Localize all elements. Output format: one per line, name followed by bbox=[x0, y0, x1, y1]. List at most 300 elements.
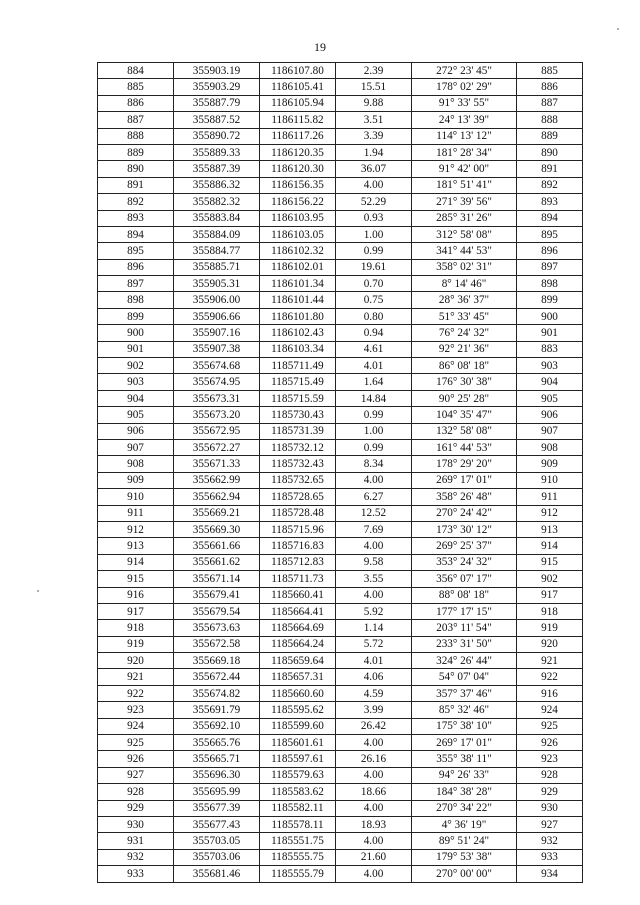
bearing-cell: 76° 24' 32" bbox=[412, 325, 517, 341]
point-number-cell: 892 bbox=[98, 194, 174, 210]
y-coordinate-cell: 1185728.65 bbox=[260, 489, 336, 505]
y-coordinate-cell: 1185601.61 bbox=[260, 735, 336, 751]
next-point-cell: 888 bbox=[517, 112, 583, 128]
point-number-cell: 918 bbox=[98, 620, 174, 636]
next-point-cell: 891 bbox=[517, 161, 583, 177]
point-number-cell: 886 bbox=[98, 95, 174, 111]
table-row bbox=[98, 128, 583, 144]
x-coordinate-cell: 355674.68 bbox=[174, 358, 260, 374]
x-coordinate-cell: 355671.14 bbox=[174, 571, 260, 587]
table-row bbox=[98, 767, 583, 783]
y-coordinate-cell: 1186107.80 bbox=[260, 63, 336, 79]
bearing-cell: 233° 31' 50" bbox=[412, 636, 517, 652]
x-coordinate-cell: 355681.46 bbox=[174, 866, 260, 882]
distance-cell: 4.06 bbox=[336, 669, 412, 685]
x-coordinate-cell: 355884.77 bbox=[174, 243, 260, 259]
x-coordinate-cell: 355907.16 bbox=[174, 325, 260, 341]
y-coordinate-cell: 1185664.24 bbox=[260, 636, 336, 652]
distance-cell: 4.00 bbox=[336, 833, 412, 849]
point-number-cell: 904 bbox=[98, 390, 174, 406]
table-row bbox=[98, 194, 583, 210]
table-row bbox=[98, 259, 583, 275]
table-row bbox=[98, 489, 583, 505]
distance-cell: 0.70 bbox=[336, 276, 412, 292]
scan-speck bbox=[617, 28, 619, 30]
distance-cell: 4.00 bbox=[336, 800, 412, 816]
next-point-cell: 887 bbox=[517, 95, 583, 111]
table-row bbox=[98, 390, 583, 406]
next-point-cell: 921 bbox=[517, 653, 583, 669]
x-coordinate-cell: 355677.39 bbox=[174, 800, 260, 816]
point-number-cell: 888 bbox=[98, 128, 174, 144]
next-point-cell: 933 bbox=[517, 849, 583, 865]
next-point-cell: 896 bbox=[517, 243, 583, 259]
point-number-cell: 897 bbox=[98, 276, 174, 292]
y-coordinate-cell: 1186120.30 bbox=[260, 161, 336, 177]
y-coordinate-cell: 1186156.22 bbox=[260, 194, 336, 210]
x-coordinate-cell: 355673.31 bbox=[174, 390, 260, 406]
point-number-cell: 933 bbox=[98, 866, 174, 882]
y-coordinate-cell: 1186102.32 bbox=[260, 243, 336, 259]
point-number-cell: 927 bbox=[98, 767, 174, 783]
table-row bbox=[98, 226, 583, 242]
point-number-cell: 932 bbox=[98, 849, 174, 865]
bearing-cell: 353° 24' 32" bbox=[412, 554, 517, 570]
bearing-cell: 54° 07' 04" bbox=[412, 669, 517, 685]
point-number-cell: 899 bbox=[98, 308, 174, 324]
table-row bbox=[98, 849, 583, 865]
x-coordinate-cell: 355692.10 bbox=[174, 718, 260, 734]
next-point-cell: 883 bbox=[517, 341, 583, 357]
x-coordinate-cell: 355887.52 bbox=[174, 112, 260, 128]
table-row bbox=[98, 571, 583, 587]
next-point-cell: 897 bbox=[517, 259, 583, 275]
distance-cell: 9.88 bbox=[336, 95, 412, 111]
y-coordinate-cell: 1186102.43 bbox=[260, 325, 336, 341]
x-coordinate-cell: 355673.63 bbox=[174, 620, 260, 636]
table-row bbox=[98, 800, 583, 816]
distance-cell: 5.72 bbox=[336, 636, 412, 652]
distance-cell: 14.84 bbox=[336, 390, 412, 406]
table-row bbox=[98, 653, 583, 669]
next-point-cell: 894 bbox=[517, 210, 583, 226]
y-coordinate-cell: 1185657.31 bbox=[260, 669, 336, 685]
bearing-cell: 85° 32' 46" bbox=[412, 702, 517, 718]
point-number-cell: 894 bbox=[98, 226, 174, 242]
y-coordinate-cell: 1185597.61 bbox=[260, 751, 336, 767]
bearing-cell: 89° 51' 24" bbox=[412, 833, 517, 849]
bearing-cell: 358° 02' 31" bbox=[412, 259, 517, 275]
table-row bbox=[98, 374, 583, 390]
x-coordinate-cell: 355906.00 bbox=[174, 292, 260, 308]
distance-cell: 3.55 bbox=[336, 571, 412, 587]
next-point-cell: 895 bbox=[517, 226, 583, 242]
next-point-cell: 902 bbox=[517, 571, 583, 587]
point-number-cell: 901 bbox=[98, 341, 174, 357]
table-row bbox=[98, 63, 583, 79]
next-point-cell: 918 bbox=[517, 603, 583, 619]
table-row bbox=[98, 407, 583, 423]
x-coordinate-cell: 355907.38 bbox=[174, 341, 260, 357]
y-coordinate-cell: 1185732.65 bbox=[260, 472, 336, 488]
point-number-cell: 931 bbox=[98, 833, 174, 849]
distance-cell: 0.99 bbox=[336, 439, 412, 455]
x-coordinate-cell: 355669.21 bbox=[174, 505, 260, 521]
distance-cell: 1.14 bbox=[336, 620, 412, 636]
bearing-cell: 269° 25' 37" bbox=[412, 538, 517, 554]
point-number-cell: 903 bbox=[98, 374, 174, 390]
x-coordinate-cell: 355672.27 bbox=[174, 439, 260, 455]
distance-cell: 18.93 bbox=[336, 816, 412, 832]
bearing-cell: 270° 00' 00" bbox=[412, 866, 517, 882]
y-coordinate-cell: 1185711.49 bbox=[260, 358, 336, 374]
point-number-cell: 920 bbox=[98, 653, 174, 669]
y-coordinate-cell: 1185728.48 bbox=[260, 505, 336, 521]
x-coordinate-cell: 355890.72 bbox=[174, 128, 260, 144]
point-number-cell: 916 bbox=[98, 587, 174, 603]
bearing-cell: 356° 07' 17" bbox=[412, 571, 517, 587]
distance-cell: 15.51 bbox=[336, 79, 412, 95]
bearing-cell: 324° 26' 44" bbox=[412, 653, 517, 669]
point-number-cell: 905 bbox=[98, 407, 174, 423]
point-number-cell: 922 bbox=[98, 685, 174, 701]
point-number-cell: 915 bbox=[98, 571, 174, 587]
distance-cell: 18.66 bbox=[336, 784, 412, 800]
table-row bbox=[98, 620, 583, 636]
bearing-cell: 341° 44' 53" bbox=[412, 243, 517, 259]
x-coordinate-cell: 355671.33 bbox=[174, 456, 260, 472]
distance-cell: 4.61 bbox=[336, 341, 412, 357]
distance-cell: 4.00 bbox=[336, 472, 412, 488]
table-row bbox=[98, 308, 583, 324]
bearing-cell: 28° 36' 37" bbox=[412, 292, 517, 308]
bearing-cell: 91° 33' 55" bbox=[412, 95, 517, 111]
y-coordinate-cell: 1185583.62 bbox=[260, 784, 336, 800]
table-row bbox=[98, 603, 583, 619]
page-number: 19 bbox=[314, 40, 326, 54]
y-coordinate-cell: 1186103.05 bbox=[260, 226, 336, 242]
y-coordinate-cell: 1185716.83 bbox=[260, 538, 336, 554]
next-point-cell: 922 bbox=[517, 669, 583, 685]
table-row bbox=[98, 439, 583, 455]
point-number-cell: 890 bbox=[98, 161, 174, 177]
next-point-cell: 905 bbox=[517, 390, 583, 406]
bearing-cell: 173° 30' 12" bbox=[412, 521, 517, 537]
distance-cell: 4.00 bbox=[336, 735, 412, 751]
y-coordinate-cell: 1185659.64 bbox=[260, 653, 336, 669]
y-coordinate-cell: 1186101.34 bbox=[260, 276, 336, 292]
table-row bbox=[98, 177, 583, 193]
next-point-cell: 929 bbox=[517, 784, 583, 800]
next-point-cell: 906 bbox=[517, 407, 583, 423]
bearing-cell: 203° 11' 54" bbox=[412, 620, 517, 636]
next-point-cell: 910 bbox=[517, 472, 583, 488]
y-coordinate-cell: 1185730.43 bbox=[260, 407, 336, 423]
table-row bbox=[98, 144, 583, 160]
distance-cell: 6.27 bbox=[336, 489, 412, 505]
y-coordinate-cell: 1185595.62 bbox=[260, 702, 336, 718]
table-row bbox=[98, 521, 583, 537]
next-point-cell: 909 bbox=[517, 456, 583, 472]
y-coordinate-cell: 1186156.35 bbox=[260, 177, 336, 193]
distance-cell: 52.29 bbox=[336, 194, 412, 210]
table-row bbox=[98, 358, 583, 374]
table-row bbox=[98, 538, 583, 554]
y-coordinate-cell: 1186120.35 bbox=[260, 144, 336, 160]
x-coordinate-cell: 355695.99 bbox=[174, 784, 260, 800]
distance-cell: 26.42 bbox=[336, 718, 412, 734]
table-row bbox=[98, 554, 583, 570]
point-number-cell: 891 bbox=[98, 177, 174, 193]
point-number-cell: 887 bbox=[98, 112, 174, 128]
bearing-cell: 285° 31' 26" bbox=[412, 210, 517, 226]
table-row bbox=[98, 243, 583, 259]
next-point-cell: 893 bbox=[517, 194, 583, 210]
next-point-cell: 904 bbox=[517, 374, 583, 390]
table-row bbox=[98, 587, 583, 603]
table-row bbox=[98, 341, 583, 357]
bearing-cell: 8° 14' 46" bbox=[412, 276, 517, 292]
point-number-cell: 893 bbox=[98, 210, 174, 226]
bearing-cell: 179° 53' 38" bbox=[412, 849, 517, 865]
bearing-cell: 177° 17' 15" bbox=[412, 603, 517, 619]
bearing-cell: 184° 38' 28" bbox=[412, 784, 517, 800]
table-row bbox=[98, 816, 583, 832]
bearing-cell: 269° 17' 01" bbox=[412, 472, 517, 488]
distance-cell: 0.93 bbox=[336, 210, 412, 226]
table-row bbox=[98, 636, 583, 652]
table-row bbox=[98, 79, 583, 95]
y-coordinate-cell: 1185732.43 bbox=[260, 456, 336, 472]
next-point-cell: 934 bbox=[517, 866, 583, 882]
y-coordinate-cell: 1186105.94 bbox=[260, 95, 336, 111]
distance-cell: 0.99 bbox=[336, 407, 412, 423]
point-number-cell: 898 bbox=[98, 292, 174, 308]
distance-cell: 3.99 bbox=[336, 702, 412, 718]
x-coordinate-cell: 355661.62 bbox=[174, 554, 260, 570]
x-coordinate-cell: 355884.09 bbox=[174, 226, 260, 242]
bearing-cell: 176° 30' 38" bbox=[412, 374, 517, 390]
bearing-cell: 178° 29' 20" bbox=[412, 456, 517, 472]
y-coordinate-cell: 1186103.34 bbox=[260, 341, 336, 357]
x-coordinate-cell: 355886.32 bbox=[174, 177, 260, 193]
point-number-cell: 917 bbox=[98, 603, 174, 619]
distance-cell: 5.92 bbox=[336, 603, 412, 619]
next-point-cell: 898 bbox=[517, 276, 583, 292]
point-number-cell: 911 bbox=[98, 505, 174, 521]
bearing-cell: 269° 17' 01" bbox=[412, 735, 517, 751]
bearing-cell: 178° 02' 29" bbox=[412, 79, 517, 95]
x-coordinate-cell: 355696.30 bbox=[174, 767, 260, 783]
bearing-cell: 270° 24' 42" bbox=[412, 505, 517, 521]
point-number-cell: 929 bbox=[98, 800, 174, 816]
coordinate-table bbox=[97, 62, 583, 883]
next-point-cell: 925 bbox=[517, 718, 583, 734]
bearing-cell: 86° 08' 18" bbox=[412, 358, 517, 374]
distance-cell: 19.61 bbox=[336, 259, 412, 275]
distance-cell: 0.80 bbox=[336, 308, 412, 324]
x-coordinate-cell: 355905.31 bbox=[174, 276, 260, 292]
next-point-cell: 916 bbox=[517, 685, 583, 701]
next-point-cell: 911 bbox=[517, 489, 583, 505]
y-coordinate-cell: 1186115.82 bbox=[260, 112, 336, 128]
x-coordinate-cell: 355679.54 bbox=[174, 603, 260, 619]
point-number-cell: 912 bbox=[98, 521, 174, 537]
distance-cell: 0.75 bbox=[336, 292, 412, 308]
table-row bbox=[98, 505, 583, 521]
distance-cell: 4.01 bbox=[336, 358, 412, 374]
y-coordinate-cell: 1185712.83 bbox=[260, 554, 336, 570]
distance-cell: 4.00 bbox=[336, 538, 412, 554]
table-row bbox=[98, 276, 583, 292]
x-coordinate-cell: 355672.95 bbox=[174, 423, 260, 439]
table-row bbox=[98, 833, 583, 849]
table-row bbox=[98, 669, 583, 685]
next-point-cell: 889 bbox=[517, 128, 583, 144]
bearing-cell: 90° 25' 28" bbox=[412, 390, 517, 406]
point-number-cell: 895 bbox=[98, 243, 174, 259]
table-row bbox=[98, 325, 583, 341]
table-row bbox=[98, 685, 583, 701]
y-coordinate-cell: 1186105.41 bbox=[260, 79, 336, 95]
distance-cell: 1.64 bbox=[336, 374, 412, 390]
x-coordinate-cell: 355662.99 bbox=[174, 472, 260, 488]
table-row bbox=[98, 751, 583, 767]
distance-cell: 4.00 bbox=[336, 177, 412, 193]
x-coordinate-cell: 355887.39 bbox=[174, 161, 260, 177]
x-coordinate-cell: 355906.66 bbox=[174, 308, 260, 324]
point-number-cell: 900 bbox=[98, 325, 174, 341]
x-coordinate-cell: 355665.71 bbox=[174, 751, 260, 767]
x-coordinate-cell: 355887.79 bbox=[174, 95, 260, 111]
point-number-cell: 913 bbox=[98, 538, 174, 554]
point-number-cell: 909 bbox=[98, 472, 174, 488]
next-point-cell: 923 bbox=[517, 751, 583, 767]
bearing-cell: 92° 21' 36" bbox=[412, 341, 517, 357]
next-point-cell: 892 bbox=[517, 177, 583, 193]
point-number-cell: 926 bbox=[98, 751, 174, 767]
point-number-cell: 910 bbox=[98, 489, 174, 505]
x-coordinate-cell: 355889.33 bbox=[174, 144, 260, 160]
y-coordinate-cell: 1185664.69 bbox=[260, 620, 336, 636]
bearing-cell: 4° 36' 19" bbox=[412, 816, 517, 832]
x-coordinate-cell: 355703.06 bbox=[174, 849, 260, 865]
y-coordinate-cell: 1185664.41 bbox=[260, 603, 336, 619]
distance-cell: 36.07 bbox=[336, 161, 412, 177]
distance-cell: 4.00 bbox=[336, 767, 412, 783]
point-number-cell: 930 bbox=[98, 816, 174, 832]
y-coordinate-cell: 1185555.79 bbox=[260, 866, 336, 882]
point-number-cell: 919 bbox=[98, 636, 174, 652]
point-number-cell: 921 bbox=[98, 669, 174, 685]
y-coordinate-cell: 1185578.11 bbox=[260, 816, 336, 832]
next-point-cell: 917 bbox=[517, 587, 583, 603]
point-number-cell: 884 bbox=[98, 63, 174, 79]
y-coordinate-cell: 1185579.63 bbox=[260, 767, 336, 783]
point-number-cell: 889 bbox=[98, 144, 174, 160]
next-point-cell: 903 bbox=[517, 358, 583, 374]
next-point-cell: 932 bbox=[517, 833, 583, 849]
distance-cell: 3.51 bbox=[336, 112, 412, 128]
next-point-cell: 900 bbox=[517, 308, 583, 324]
bearing-cell: 357° 37' 46" bbox=[412, 685, 517, 701]
distance-cell: 7.69 bbox=[336, 521, 412, 537]
point-number-cell: 914 bbox=[98, 554, 174, 570]
table-body bbox=[98, 63, 583, 883]
bearing-cell: 161° 44' 53" bbox=[412, 439, 517, 455]
table-row bbox=[98, 718, 583, 734]
bearing-cell: 91° 42' 00" bbox=[412, 161, 517, 177]
x-coordinate-cell: 355665.76 bbox=[174, 735, 260, 751]
table-row bbox=[98, 112, 583, 128]
table-row bbox=[98, 161, 583, 177]
next-point-cell: 927 bbox=[517, 816, 583, 832]
bearing-cell: 88° 08' 18" bbox=[412, 587, 517, 603]
x-coordinate-cell: 355672.44 bbox=[174, 669, 260, 685]
table-row bbox=[98, 702, 583, 718]
y-coordinate-cell: 1185555.75 bbox=[260, 849, 336, 865]
bearing-cell: 132° 58' 08" bbox=[412, 423, 517, 439]
next-point-cell: 930 bbox=[517, 800, 583, 816]
distance-cell: 0.99 bbox=[336, 243, 412, 259]
bearing-cell: 114° 13' 12" bbox=[412, 128, 517, 144]
y-coordinate-cell: 1185660.60 bbox=[260, 685, 336, 701]
x-coordinate-cell: 355674.82 bbox=[174, 685, 260, 701]
distance-cell: 9.58 bbox=[336, 554, 412, 570]
distance-cell: 2.39 bbox=[336, 63, 412, 79]
next-point-cell: 885 bbox=[517, 63, 583, 79]
x-coordinate-cell: 355691.79 bbox=[174, 702, 260, 718]
bearing-cell: 312° 58' 08" bbox=[412, 226, 517, 242]
point-number-cell: 925 bbox=[98, 735, 174, 751]
y-coordinate-cell: 1186102.01 bbox=[260, 259, 336, 275]
bearing-cell: 175° 38' 10" bbox=[412, 718, 517, 734]
next-point-cell: 890 bbox=[517, 144, 583, 160]
y-coordinate-cell: 1185732.12 bbox=[260, 439, 336, 455]
table-row bbox=[98, 95, 583, 111]
y-coordinate-cell: 1185551.75 bbox=[260, 833, 336, 849]
distance-cell: 1.94 bbox=[336, 144, 412, 160]
bearing-cell: 271° 39' 56" bbox=[412, 194, 517, 210]
table-row bbox=[98, 866, 583, 882]
table-row bbox=[98, 292, 583, 308]
point-number-cell: 906 bbox=[98, 423, 174, 439]
bearing-cell: 104° 35' 47" bbox=[412, 407, 517, 423]
bearing-cell: 272° 23' 45" bbox=[412, 63, 517, 79]
next-point-cell: 912 bbox=[517, 505, 583, 521]
y-coordinate-cell: 1185715.59 bbox=[260, 390, 336, 406]
distance-cell: 0.94 bbox=[336, 325, 412, 341]
distance-cell: 3.39 bbox=[336, 128, 412, 144]
next-point-cell: 920 bbox=[517, 636, 583, 652]
distance-cell: 26.16 bbox=[336, 751, 412, 767]
next-point-cell: 924 bbox=[517, 702, 583, 718]
x-coordinate-cell: 355661.66 bbox=[174, 538, 260, 554]
x-coordinate-cell: 355669.30 bbox=[174, 521, 260, 537]
y-coordinate-cell: 1185582.11 bbox=[260, 800, 336, 816]
next-point-cell: 919 bbox=[517, 620, 583, 636]
y-coordinate-cell: 1186117.26 bbox=[260, 128, 336, 144]
next-point-cell: 908 bbox=[517, 439, 583, 455]
bearing-cell: 270° 34' 22" bbox=[412, 800, 517, 816]
point-number-cell: 896 bbox=[98, 259, 174, 275]
distance-cell: 12.52 bbox=[336, 505, 412, 521]
bearing-cell: 355° 38' 11" bbox=[412, 751, 517, 767]
next-point-cell: 886 bbox=[517, 79, 583, 95]
distance-cell: 4.59 bbox=[336, 685, 412, 701]
x-coordinate-cell: 355677.43 bbox=[174, 816, 260, 832]
y-coordinate-cell: 1186101.80 bbox=[260, 308, 336, 324]
